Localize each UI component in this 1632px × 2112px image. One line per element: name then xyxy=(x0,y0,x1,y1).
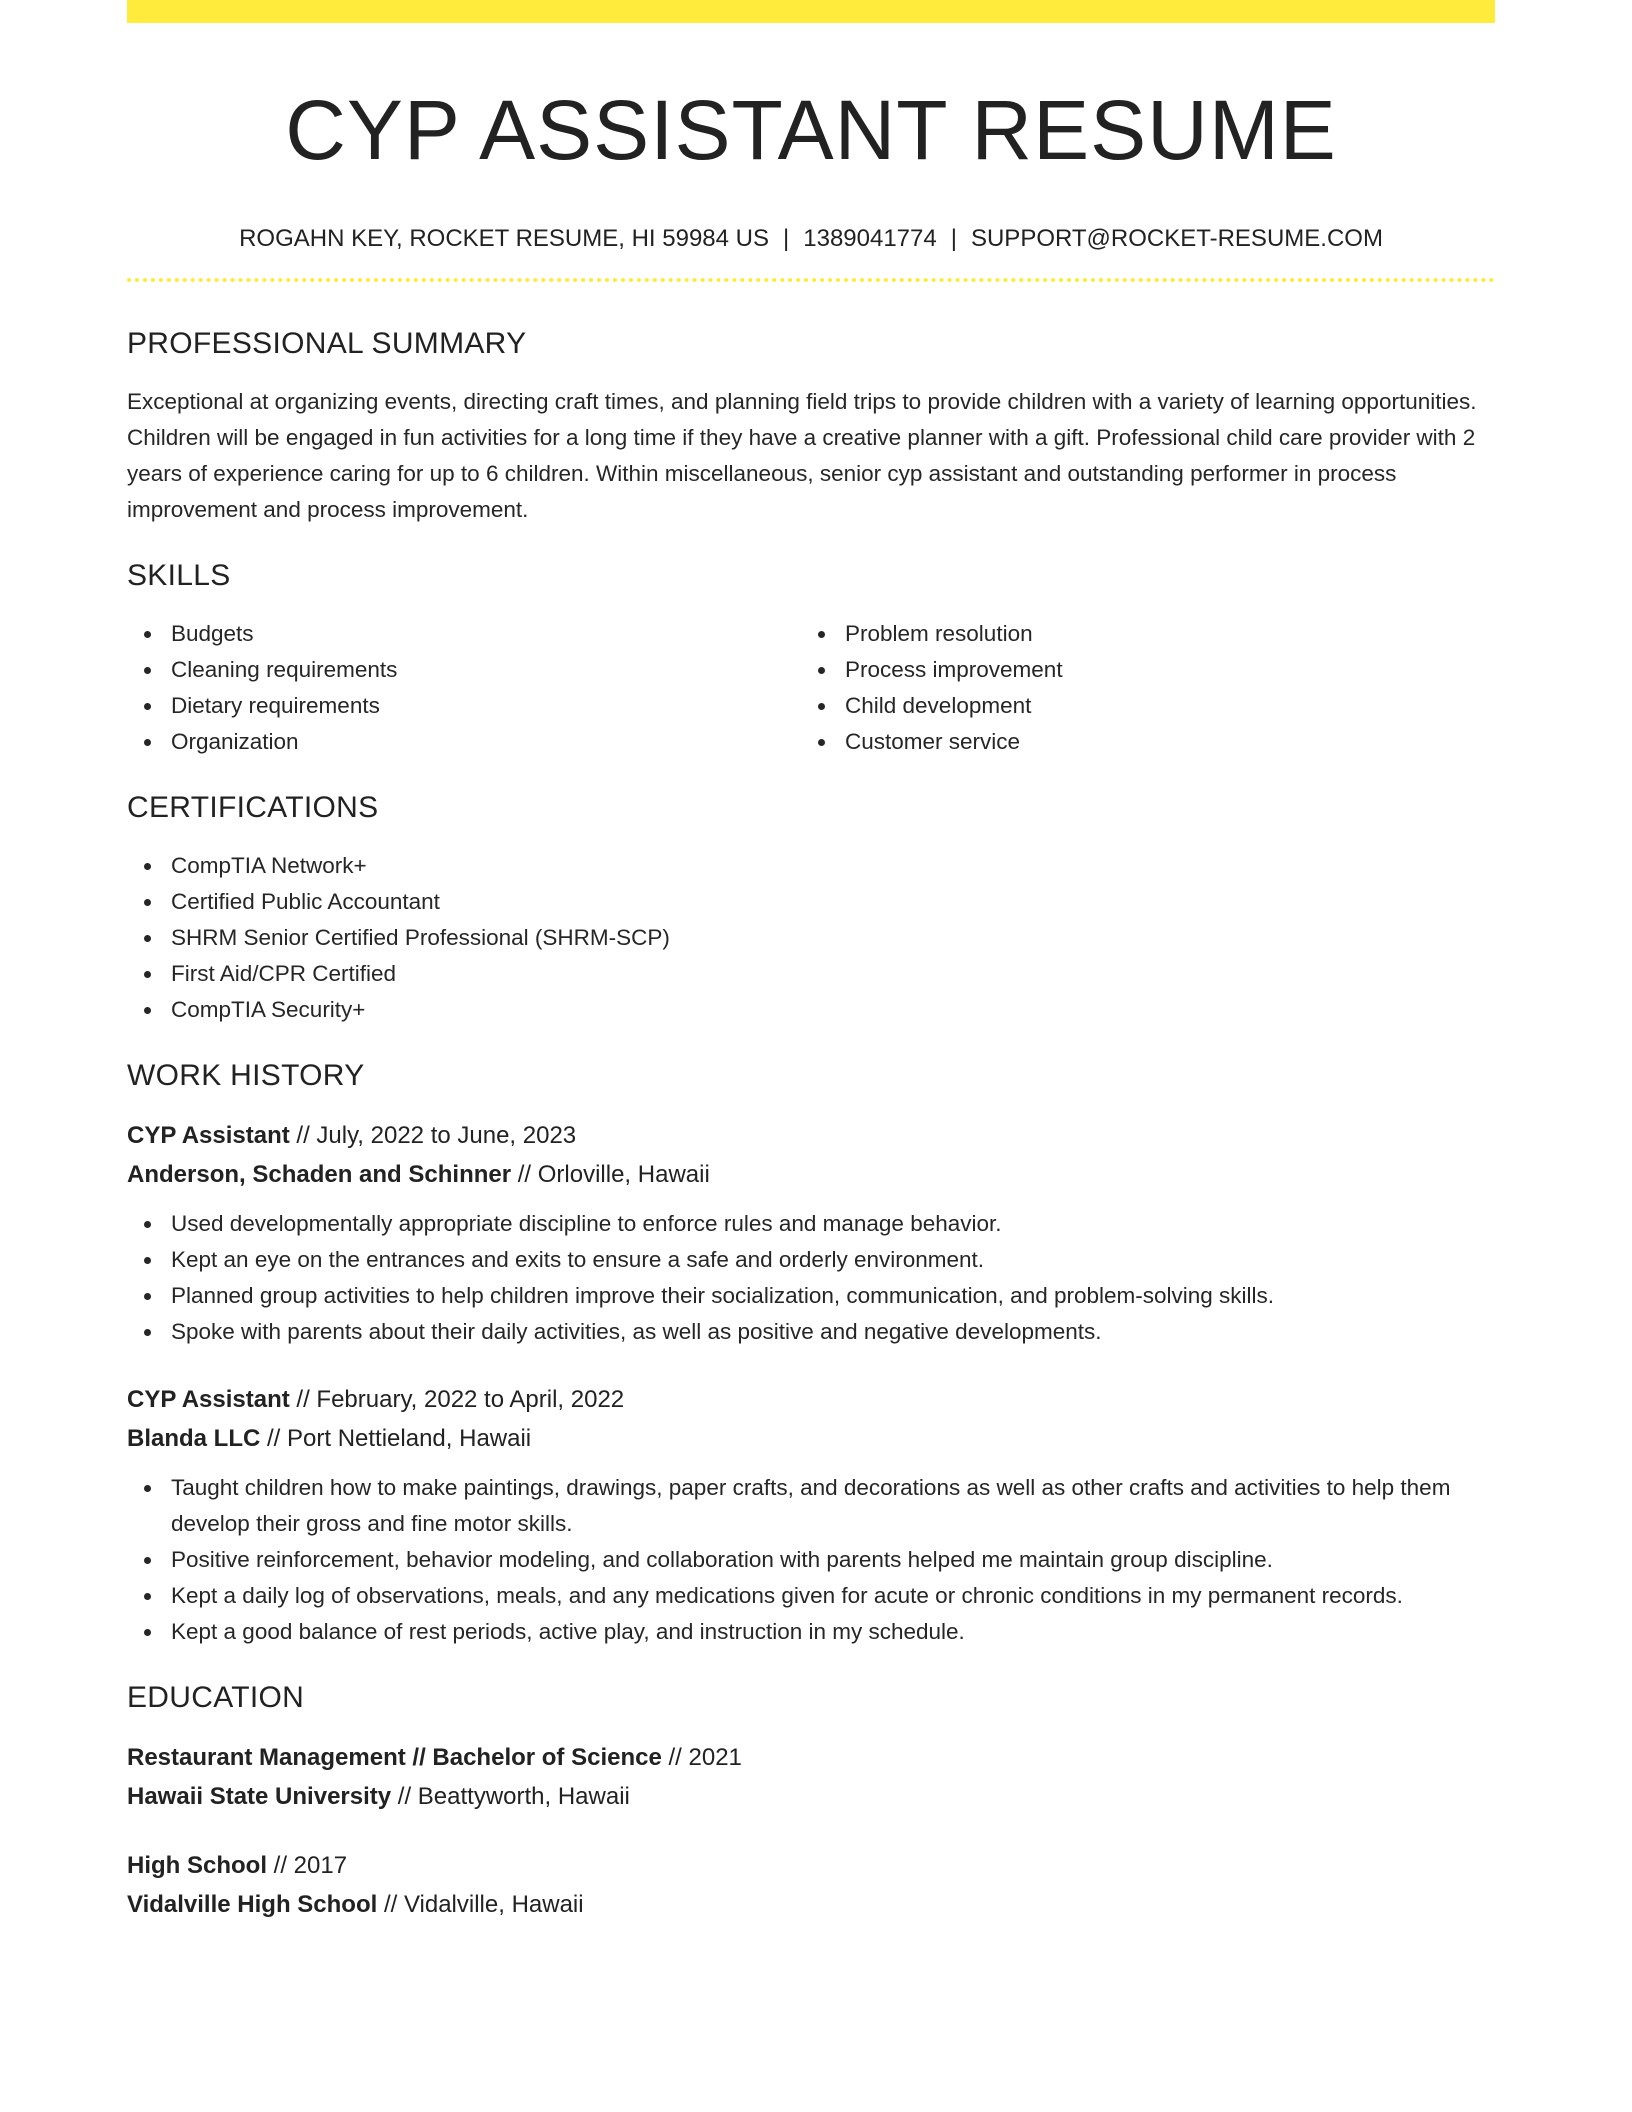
certifications-heading: CERTIFICATIONS xyxy=(127,791,379,824)
job-company: Blanda LLC xyxy=(127,1425,261,1452)
education-entry xyxy=(127,1738,1495,1816)
education-degree-line xyxy=(127,1738,1495,1777)
summary-text: Exceptional at organizing events, directing craft times, and planning field trips to provide children with a variety of learning opportunities. Children will be engaged in fun activities for a long time if they have a creative planner with a gift. Professional child care provider with 2 years of experience caring for up to 6 children. Within miscellaneous, senior cyp assistant and outstanding performer in process improvement and process improvement. xyxy=(127,389,1477,522)
certification-item: CompTIA Security+ xyxy=(127,992,1495,1028)
contact-line xyxy=(127,224,1495,254)
skill-item: Organization xyxy=(127,724,801,760)
education-school-line xyxy=(127,1777,1495,1816)
job-company-line xyxy=(127,1155,1495,1194)
job-location: // Orloville, Hawaii xyxy=(511,1161,710,1188)
certification-item: First Aid/CPR Certified xyxy=(127,956,1495,992)
skill-item: Cleaning requirements xyxy=(127,652,801,688)
job-bullet: Kept an eye on the entrances and exits to ensure a safe and orderly environment. xyxy=(127,1242,1495,1278)
job-title-line xyxy=(127,1380,1495,1419)
education-year: // 2017 xyxy=(267,1852,348,1879)
certifications-list xyxy=(127,848,1495,1028)
education-school: Hawaii State University xyxy=(127,1783,392,1810)
education-location: // Beattyworth, Hawaii xyxy=(391,1783,630,1810)
job-bullet: Used developmentally appropriate discipline to enforce rules and manage behavior. xyxy=(127,1206,1495,1242)
job-entry xyxy=(127,1380,1495,1650)
job-bullet: Positive reinforcement, behavior modeling, and collaboration with parents helped me maintain group discipline. xyxy=(127,1542,1495,1578)
resume-content xyxy=(127,0,1495,1924)
job-bullets xyxy=(127,1470,1495,1650)
education-entry xyxy=(127,1846,1495,1924)
resume-title: CYP ASSISTANT RESUME xyxy=(285,83,1337,177)
job-bullet: Planned group activities to help children improve their socialization, communication, and problem-solving skills. xyxy=(127,1278,1495,1314)
job-entry xyxy=(127,1116,1495,1350)
skills-list-left xyxy=(127,616,801,760)
job-bullet: Kept a good balance of rest periods, active play, and instruction in my schedule. xyxy=(127,1614,1495,1650)
summary-heading: PROFESSIONAL SUMMARY xyxy=(127,327,527,360)
skill-item: Dietary requirements xyxy=(127,688,801,724)
job-bullet: Kept a daily log of observations, meals, and any medications given for acute or chronic conditions in my permanent records. xyxy=(127,1578,1495,1614)
header-divider xyxy=(127,278,1495,282)
contact-separator: | xyxy=(783,225,790,252)
contact-email: SUPPORT@ROCKET-RESUME.COM xyxy=(970,225,1383,252)
skills-columns xyxy=(127,616,1495,760)
job-bullet: Spoke with parents about their daily activities, as well as positive and negative developments. xyxy=(127,1314,1495,1350)
contact-phone: 1389041774 xyxy=(803,225,937,252)
skills-heading: SKILLS xyxy=(127,559,231,592)
job-company: Anderson, Schaden and Schinner xyxy=(127,1161,512,1188)
education-school: Vidalville High School xyxy=(127,1891,378,1918)
job-title: CYP Assistant xyxy=(127,1122,290,1149)
job-bullets xyxy=(127,1206,1495,1350)
education-degree-line xyxy=(127,1846,1495,1885)
contact-separator: | xyxy=(950,225,957,252)
skills-list-right xyxy=(801,616,1475,760)
education-heading: EDUCATION xyxy=(127,1681,305,1714)
job-bullet: Taught children how to make paintings, drawings, paper crafts, and decorations as well as other crafts and activities to help them develop their gross and fine motor skills. xyxy=(127,1470,1495,1542)
job-dates: // July, 2022 to June, 2023 xyxy=(289,1122,577,1149)
skill-item: Child development xyxy=(801,688,1475,724)
contact-address: ROGAHN KEY, ROCKET RESUME, HI 59984 US xyxy=(239,225,770,252)
certification-item: Certified Public Accountant xyxy=(127,884,1495,920)
certification-item: SHRM Senior Certified Professional (SHRM-SCP) xyxy=(127,920,1495,956)
job-dates: // February, 2022 to April, 2022 xyxy=(289,1386,625,1413)
skill-item: Budgets xyxy=(127,616,801,652)
education-school-line xyxy=(127,1885,1495,1924)
job-location: // Port Nettieland, Hawaii xyxy=(260,1425,532,1452)
education-degree: High School xyxy=(127,1852,267,1879)
certification-item: CompTIA Network+ xyxy=(127,848,1495,884)
skill-item: Customer service xyxy=(801,724,1475,760)
job-title-line xyxy=(127,1116,1495,1155)
job-company-line xyxy=(127,1419,1495,1458)
skill-item: Problem resolution xyxy=(801,616,1475,652)
education-degree: Restaurant Management // Bachelor of Science xyxy=(127,1744,662,1771)
work-history-heading: WORK HISTORY xyxy=(127,1059,365,1092)
job-title: CYP Assistant xyxy=(127,1386,290,1413)
education-year: // 2021 xyxy=(661,1744,742,1771)
skill-item: Process improvement xyxy=(801,652,1475,688)
education-location: // Vidalville, Hawaii xyxy=(377,1891,584,1918)
